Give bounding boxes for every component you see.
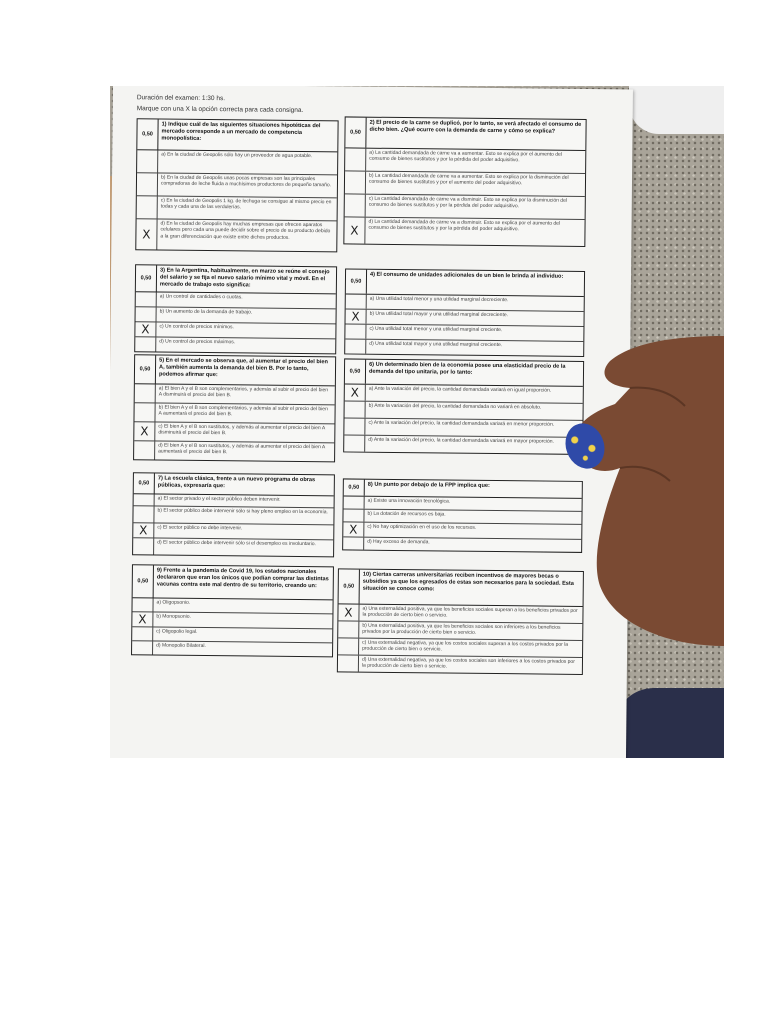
answer-text: a) Una externalidad positiva, ya que los beneficios sociales superan a los beneficios privados por la producción de cierto bien o servicio. [362,605,578,619]
question-text: 5) En el mercado se observa que, al aumentar el precio del bien A, también aumenta la demanda del bien B. Por lo tanto, podemos afirmar que: [158,357,328,379]
answer-text: a) El bien A y el B son complementarios, y además al subir el precio del bien A disminuirá el precio del bien B. [158,385,329,399]
answer-checkbox[interactable]: X [338,604,359,620]
question-points: 0,50 [133,565,154,597]
answer-text: a) El sector privado y el sector público deben intervenir. [157,495,281,503]
answer-checkbox[interactable]: X [346,309,367,323]
answer-text: b) Un aumento de la demanda de trabajo. [159,308,253,316]
question-points: 0,50 [345,117,366,147]
answer-text: c) Oligopolio legal. [156,628,198,635]
question-text: 9) Frente a la pandemia de Covid 19, los estados nacionales declararon que eran los únicos que podían comprar las distintas vacunas contra este mal dentro de su territorio, creando un: [156,567,329,590]
answer-checkbox[interactable]: X [132,612,153,626]
answer-checkbox[interactable]: X [136,219,157,249]
answer-text: d) En la ciudad de Geopolis hay muchas empresas que ofrecen aparatos celulares pero cada una puede decidir sobre el precio de su producto debido a la gran diferenciación que existe entre dichos productos. [160,220,331,241]
question-points: 0,50 [345,359,366,383]
question-points: 0,50 [344,479,365,495]
answer-text: d) El bien A y el B son sustitutos, y además al aumentar el precio del bien A aumentará el precio del bien B. [158,442,326,456]
answer-checkbox[interactable]: X [343,522,364,536]
question-text: 6) Un determinado bien de la economía posee una elasticidad precio de la demanda del tipo unitaria, por lo tanto: [368,361,566,376]
answer-checkbox[interactable]: X [135,322,156,336]
answer-text: a) Oligopsonio. [156,599,191,606]
answer-text: d) Un control de precios máximos. [159,338,236,346]
question-text: 2) El precio de la carne se duplicó, por lo tanto, se verá afectado el consumo de dicho bien. ¿Qué ocurre con la demanda de carne y cómo se explica? [369,119,582,135]
question-points: 0,50 [346,269,367,293]
answer-text: d) El sector público debe intervenir sólo si el desempleo es involuntario. [157,539,316,548]
answer-text: a) Una utilidad total menor y una utilidad marginal decreciente. [369,295,509,304]
answer-checkbox[interactable]: X [133,523,154,537]
answer-text: b) El bien A y el B son complementarios, y además al subir el precio del bien A aumentará el precio del bien B. [158,404,328,418]
answer-text: d) Ante la variación del precio, la cantidad demandada variará en mayor proporción. [368,436,554,445]
answer-text: c) Ante la variación del precio, la cantidad demandada variará en menor proporción. [368,419,555,428]
question-points: 0,50 [137,119,158,149]
exam-duration: Duración del examen: 1:30 hs. [136,94,226,103]
answer-text: c) Una externalidad negativa, ya que los costos sociales superan a los costos privados por la producción de cierto bien o servicio. [362,639,569,653]
question-text: 7) La escuela clásica, frente a un nuevo programa de obras públicas, expresaría que: [157,475,316,490]
answer-text: d) La cantidad demandada de carne va a disminuir. Esto se explica por el aumento del consumo de bienes sustitutos y por la pérdida del poder adquisitivo. [368,218,561,233]
answer-text: a) La cantidad demandada de carne va a aumentar. Esto se explica por el aumento del consumo de bienes sustitutos y por la pérdida del poder adquisitivo. [369,149,562,164]
answer-text: c) La cantidad demandada de carne va a disminuir. Esto se explica por la disminución del consumo de bienes sustitutos y por la pérdida del poder adquisitivo. [368,195,568,210]
answer-text: a) Un control de cantidades o cuotas. [159,293,243,301]
answer-text: d) Hay exceso de demanda. [367,538,430,546]
question-text: 3) En la Argentina, habitualmente, en marzo se reúne el consejo del salario y se fija el nuevo salario mínimo vital y móvil. En el mercado de trabajo esto significa: [159,267,330,289]
question-text: 4) El consumo de unidades adicionales de un bien le brinda al individuo: [369,271,564,280]
answer-text: a) Ante la variación del precio, la cantidad demandada variará en igual proporción. [368,385,552,394]
question-points: 0,50 [136,265,157,291]
answer-text: b) Una externalidad positiva, ya que los beneficios sociales son inferiores a los beneficios privados por la producción de cierto bien o servicio. [362,622,561,637]
answer-text: b) Una utilidad total mayor y una utilidad marginal decreciente. [369,310,509,319]
answer-checkbox[interactable]: X [345,384,366,400]
answer-text: c) En la ciudad de Geopolis 1 kg. de lechuga se consigue al mismo precio en todas y cada una de las verdulerías. [160,197,332,211]
answer-text: d) Monopolio Bilateral. [156,642,206,650]
question-points: 0,50 [134,473,155,493]
hand [110,86,724,758]
answer-text: b) En la ciudad de Geopolis unas pocas empresas son las principales compradoras de leche fluida a muchísimos productores de pequeño tamaño. [160,174,332,189]
answer-text: b) El sector público debe intervenir sólo si hay pleno empleo en la economía. [157,507,328,516]
answer-text: c) El bien A y el B son sustitutos, y además al aumentar el precio del bien A disminuirá el precio del bien B. [158,423,325,437]
question-text: 1) Indique cuál de las siguientes situaciones hipotéticas del mercado corresponde a un mercado de competencia monopolística: [161,121,321,142]
answer-text: b) Ante la variación del precio, la cantidad demandada no variará en absoluto. [368,402,542,411]
answer-text: b) La cantidad demandada de carne va a aumentar. Esto se explica por la disminución del consumo de bienes sustitutos y por el aumento del poder adquisitivo. [368,172,569,187]
answer-text: d) Una utilidad total mayor y una utilidad marginal creciente. [369,340,503,349]
answer-text: c) No hay optimización en el uso de los recursos. [367,523,477,531]
answer-text: c) El sector público no debe intervenir. [157,524,243,532]
question-text: 10) Ciertas carreras universitarias reciben incentivos de mayores becas o subsidios ya que los egresados de estas son necesarios para la sociedad. Esta situación se conoce como: [362,571,574,593]
answer-checkbox[interactable]: X [134,422,155,440]
answer-text: a) Existe una innovación tecnológica. [367,497,451,505]
answer-text: b) Monopsonio. [156,613,191,620]
exam-photo [110,86,724,758]
answer-text: d) Una externalidad negativa, ya que los costos sociales son inferiores a los costos privados por la producción de cierto bien o servicio. [361,656,575,670]
question-points: 0,50 [135,355,156,383]
answer-text: b) La dotación de recursos es baja. [367,510,446,518]
question-points: 0,50 [339,569,360,603]
answer-checkbox[interactable]: X [344,217,365,243]
exam-instruction: Marque con una X la opción correcta para cada consigna. [136,105,304,114]
answer-text: a) En la ciudad de Geopolis sólo hay un proveedor de agua potable. [161,151,313,160]
answer-text: c) Una utilidad total menor y una utilidad marginal creciente. [369,325,503,334]
answer-text: c) Un control de precios mínimos. [159,323,234,331]
question-text: 8) Un punto por debajo de la FPP implica que: [367,481,490,489]
